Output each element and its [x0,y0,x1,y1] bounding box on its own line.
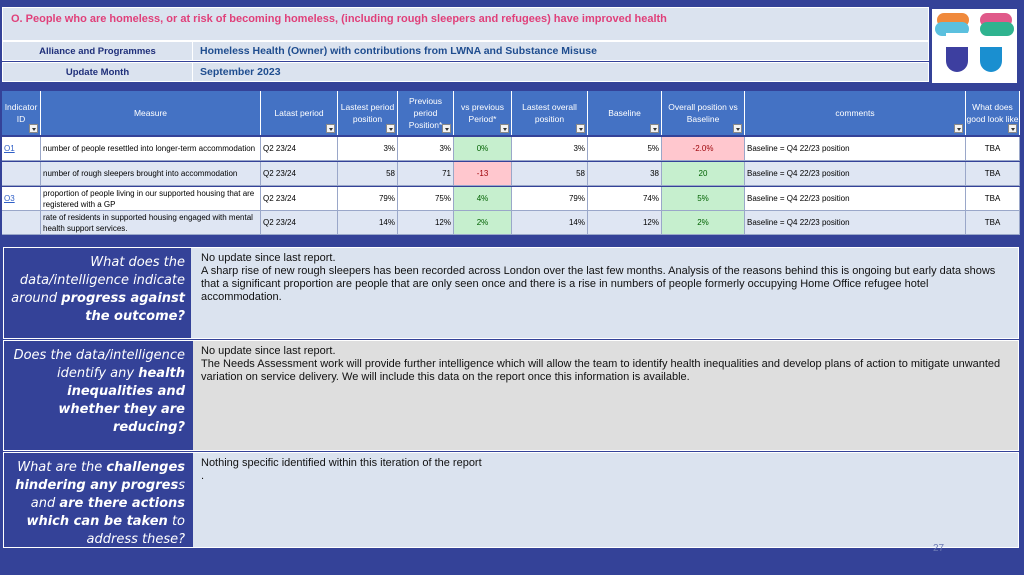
col-vs-previous[interactable] [454,91,512,135]
table-cell[interactable] [662,137,745,161]
col-baseline[interactable] [588,91,662,135]
table-cell[interactable] [745,187,966,211]
col-latest-overall-label: Lastest overall position [522,102,577,124]
cell-good: TBA [984,218,1001,227]
cell-latest-pos: 58 [386,169,395,178]
table-cell[interactable] [662,211,745,235]
logo [932,9,1017,83]
col-overall-vs-baseline[interactable] [662,91,745,135]
alliance-row [2,41,929,61]
challenges-question: What are the challenges hindering any progress and are there actions which can be taken to address these? [4,453,191,547]
alliance-label: Alliance and Programmes [3,42,193,60]
cell-comments: Baseline = Q4 22/23 position [747,169,850,178]
filter-dropdown-icon[interactable] [29,124,38,133]
alliance-value: Homeless Health (Owner) with contributions from LWNA and Substance Misuse [200,45,597,57]
table-cell[interactable] [2,211,41,235]
filter-dropdown-icon[interactable] [442,124,451,133]
cell-latest-pos: 14% [378,218,395,227]
cell-period: Q2 23/24 [263,144,296,153]
table-cell[interactable] [745,211,966,235]
cell-prev-pos: 3% [439,144,451,153]
cell-prev-pos: 12% [434,218,451,227]
col-indicator-id-label: Indicator ID [4,102,38,124]
cell-measure: number of rough sleepers brought into accommodation [43,169,238,178]
cell-vs-prev: 0% [476,144,489,153]
challenges-answer[interactable] [193,453,1018,547]
update-month-label: Update Month [3,63,193,81]
col-latest-period-position-label: Lastest period position [340,102,395,124]
filter-dropdown-icon[interactable] [386,124,395,133]
inequalities-panel [3,340,1019,451]
table-cell[interactable] [398,162,454,186]
table-cell[interactable] [2,137,41,161]
cell-period: Q2 23/24 [263,194,296,203]
cell-measure: proportion of people living in our supported housing that are registered with a GP [43,188,255,209]
filter-dropdown-icon[interactable] [1008,124,1017,133]
table-cell[interactable] [41,162,261,186]
cell-good: TBA [984,194,1001,203]
challenges-answer-line-1: Nothing specific identified within this iteration of the report [201,457,482,469]
cell-latest-pos: 79% [378,194,395,203]
cell-vs-prev: 4% [476,194,489,203]
progress-panel [3,247,1019,339]
cell-prev-pos: 75% [434,194,451,203]
table-cell[interactable] [41,187,261,211]
report-title-bar [2,7,929,41]
inequalities-answer-line-1: No update since last report. [201,345,336,357]
cell-baseline: 38 [650,169,659,178]
table-cell[interactable] [2,162,41,186]
col-latest-period-position[interactable] [338,91,398,135]
table-cell[interactable] [454,162,512,186]
cell-vs-base: 20 [698,169,708,178]
table-cell[interactable] [454,187,512,211]
col-what-good[interactable] [966,91,1020,135]
col-baseline-label: Baseline [608,108,641,118]
col-latest-period[interactable] [261,91,338,135]
col-comments-label: comments [835,108,875,118]
cell-comments: Baseline = Q4 22/23 position [747,218,850,227]
cell-latest-pos: 3% [383,144,395,153]
col-comments[interactable] [745,91,966,135]
update-month-value: September 2023 [200,66,281,78]
table-cell[interactable] [966,162,1020,186]
table-cell[interactable] [588,187,662,211]
progress-answer-line-2: A sharp rise of new rough sleepers has been recorded across London over the last few months. Analysis of the reasons behind this is ongoing but early data shows that a significant proportion are people that are only seen once and there is a rise in numbers of people formerly occupying Home Office refugee hotel accommodation. [201,265,996,303]
table-cell[interactable] [261,137,338,161]
cell-vs-prev: -13 [476,169,489,178]
cell-comments: Baseline = Q4 22/23 position [747,194,850,203]
cell-overall: 58 [576,169,585,178]
filter-dropdown-icon[interactable] [326,124,335,133]
table-cell[interactable] [2,187,41,211]
col-latest-overall[interactable] [512,91,588,135]
table-cell[interactable] [338,137,398,161]
cell-overall: 79% [568,194,585,203]
cell-good: TBA [984,144,1001,153]
filter-dropdown-icon[interactable] [500,124,509,133]
cell-prev-pos: 71 [442,169,451,178]
progress-answer[interactable] [193,248,1018,338]
col-vs-previous-label: vs previous Period* [461,102,504,124]
table-cell[interactable] [398,137,454,161]
table-cell[interactable] [261,162,338,186]
table-cell[interactable] [338,162,398,186]
table-row [2,137,1020,161]
cell-vs-base: 2% [697,218,709,227]
cell-period: Q2 23/24 [263,169,296,178]
indicator-id-link[interactable]: O1 [4,144,15,153]
cell-overall: 14% [568,218,585,227]
inequalities-answer-line-2: The Needs Assessment work will provide further intelligence which will allow the team to identify health inequalities and develop plans of action to mitigate unwanted variation on service delivery. We will include this data on the report once this information is available. [201,358,1001,383]
col-latest-period-label: Latast period [274,108,324,118]
cell-good: TBA [984,169,1001,178]
col-what-good-label: What does good look like [966,102,1019,124]
filter-dropdown-icon[interactable] [733,124,742,133]
cell-overall: 3% [573,144,585,153]
cell-baseline: 74% [642,194,659,203]
update-month-row [2,62,929,82]
report-title: O. People who are homeless, or at risk of becoming homeless, (including rough sleepers and refugees) have improved health [11,13,667,25]
table-cell[interactable] [512,137,588,161]
table-cell[interactable] [966,187,1020,211]
table-cell[interactable] [512,211,588,235]
cross-logo-icon [932,9,1017,83]
col-previous-period-position[interactable] [398,91,454,135]
table-cell[interactable] [454,211,512,235]
cell-period: Q2 23/24 [263,218,296,227]
cell-vs-base: 5% [697,194,709,203]
table-cell[interactable] [512,162,588,186]
cell-measure: rate of residents in supported housing engaged with mental health support services. [43,212,253,233]
table-cell[interactable] [662,162,745,186]
table-cell[interactable] [41,211,261,235]
table-cell[interactable] [398,187,454,211]
table-cell[interactable] [398,211,454,235]
table-cell[interactable] [662,187,745,211]
progress-answer-line-1: No update since last report. [201,252,336,264]
table-cell[interactable] [261,211,338,235]
table-cell[interactable] [966,137,1020,161]
table-cell[interactable] [588,137,662,161]
cell-vs-prev: 2% [476,218,489,227]
col-previous-period-position-label: Previous period Position* [408,96,443,130]
indicator-id-link[interactable]: O3 [4,194,15,203]
cell-comments: Baseline = Q4 22/23 position [747,144,850,153]
col-overall-vs-baseline-label: Overall position vs Baseline [668,102,738,124]
table-cell[interactable] [588,162,662,186]
cell-baseline: 5% [647,144,659,153]
table-cell[interactable] [261,187,338,211]
table-row [2,162,1020,186]
inequalities-answer[interactable] [193,341,1018,450]
page-number: 27 [933,543,945,554]
cell-baseline: 12% [642,218,659,227]
table-cell[interactable] [338,211,398,235]
challenges-panel [3,452,1019,548]
table-cell[interactable] [966,211,1020,235]
table-cell[interactable] [338,187,398,211]
table-cell[interactable] [588,211,662,235]
cell-measure: number of people resettled into longer-term accommodation [43,144,256,153]
filter-dropdown-icon[interactable] [576,124,585,133]
table-row [2,187,1020,211]
challenges-answer-line-2: . [201,470,205,482]
col-indicator-id[interactable] [2,91,41,135]
table-cell[interactable] [745,162,966,186]
filter-dropdown-icon[interactable] [650,124,659,133]
table-cell[interactable] [41,137,261,161]
table-cell[interactable] [745,137,966,161]
progress-question: What does the data/intelligence indicate around progress against the outcome? [4,248,191,338]
cell-vs-base: -2.0% [692,144,714,153]
col-measure[interactable] [41,91,261,135]
filter-dropdown-icon[interactable] [954,124,963,133]
table-row [2,211,1020,235]
table-cell[interactable] [454,137,512,161]
table-cell[interactable] [512,187,588,211]
col-measure-label: Measure [133,108,168,118]
inequalities-question: Does the data/intelligence identify any health inequalities and whether they are reducing? [4,341,191,450]
